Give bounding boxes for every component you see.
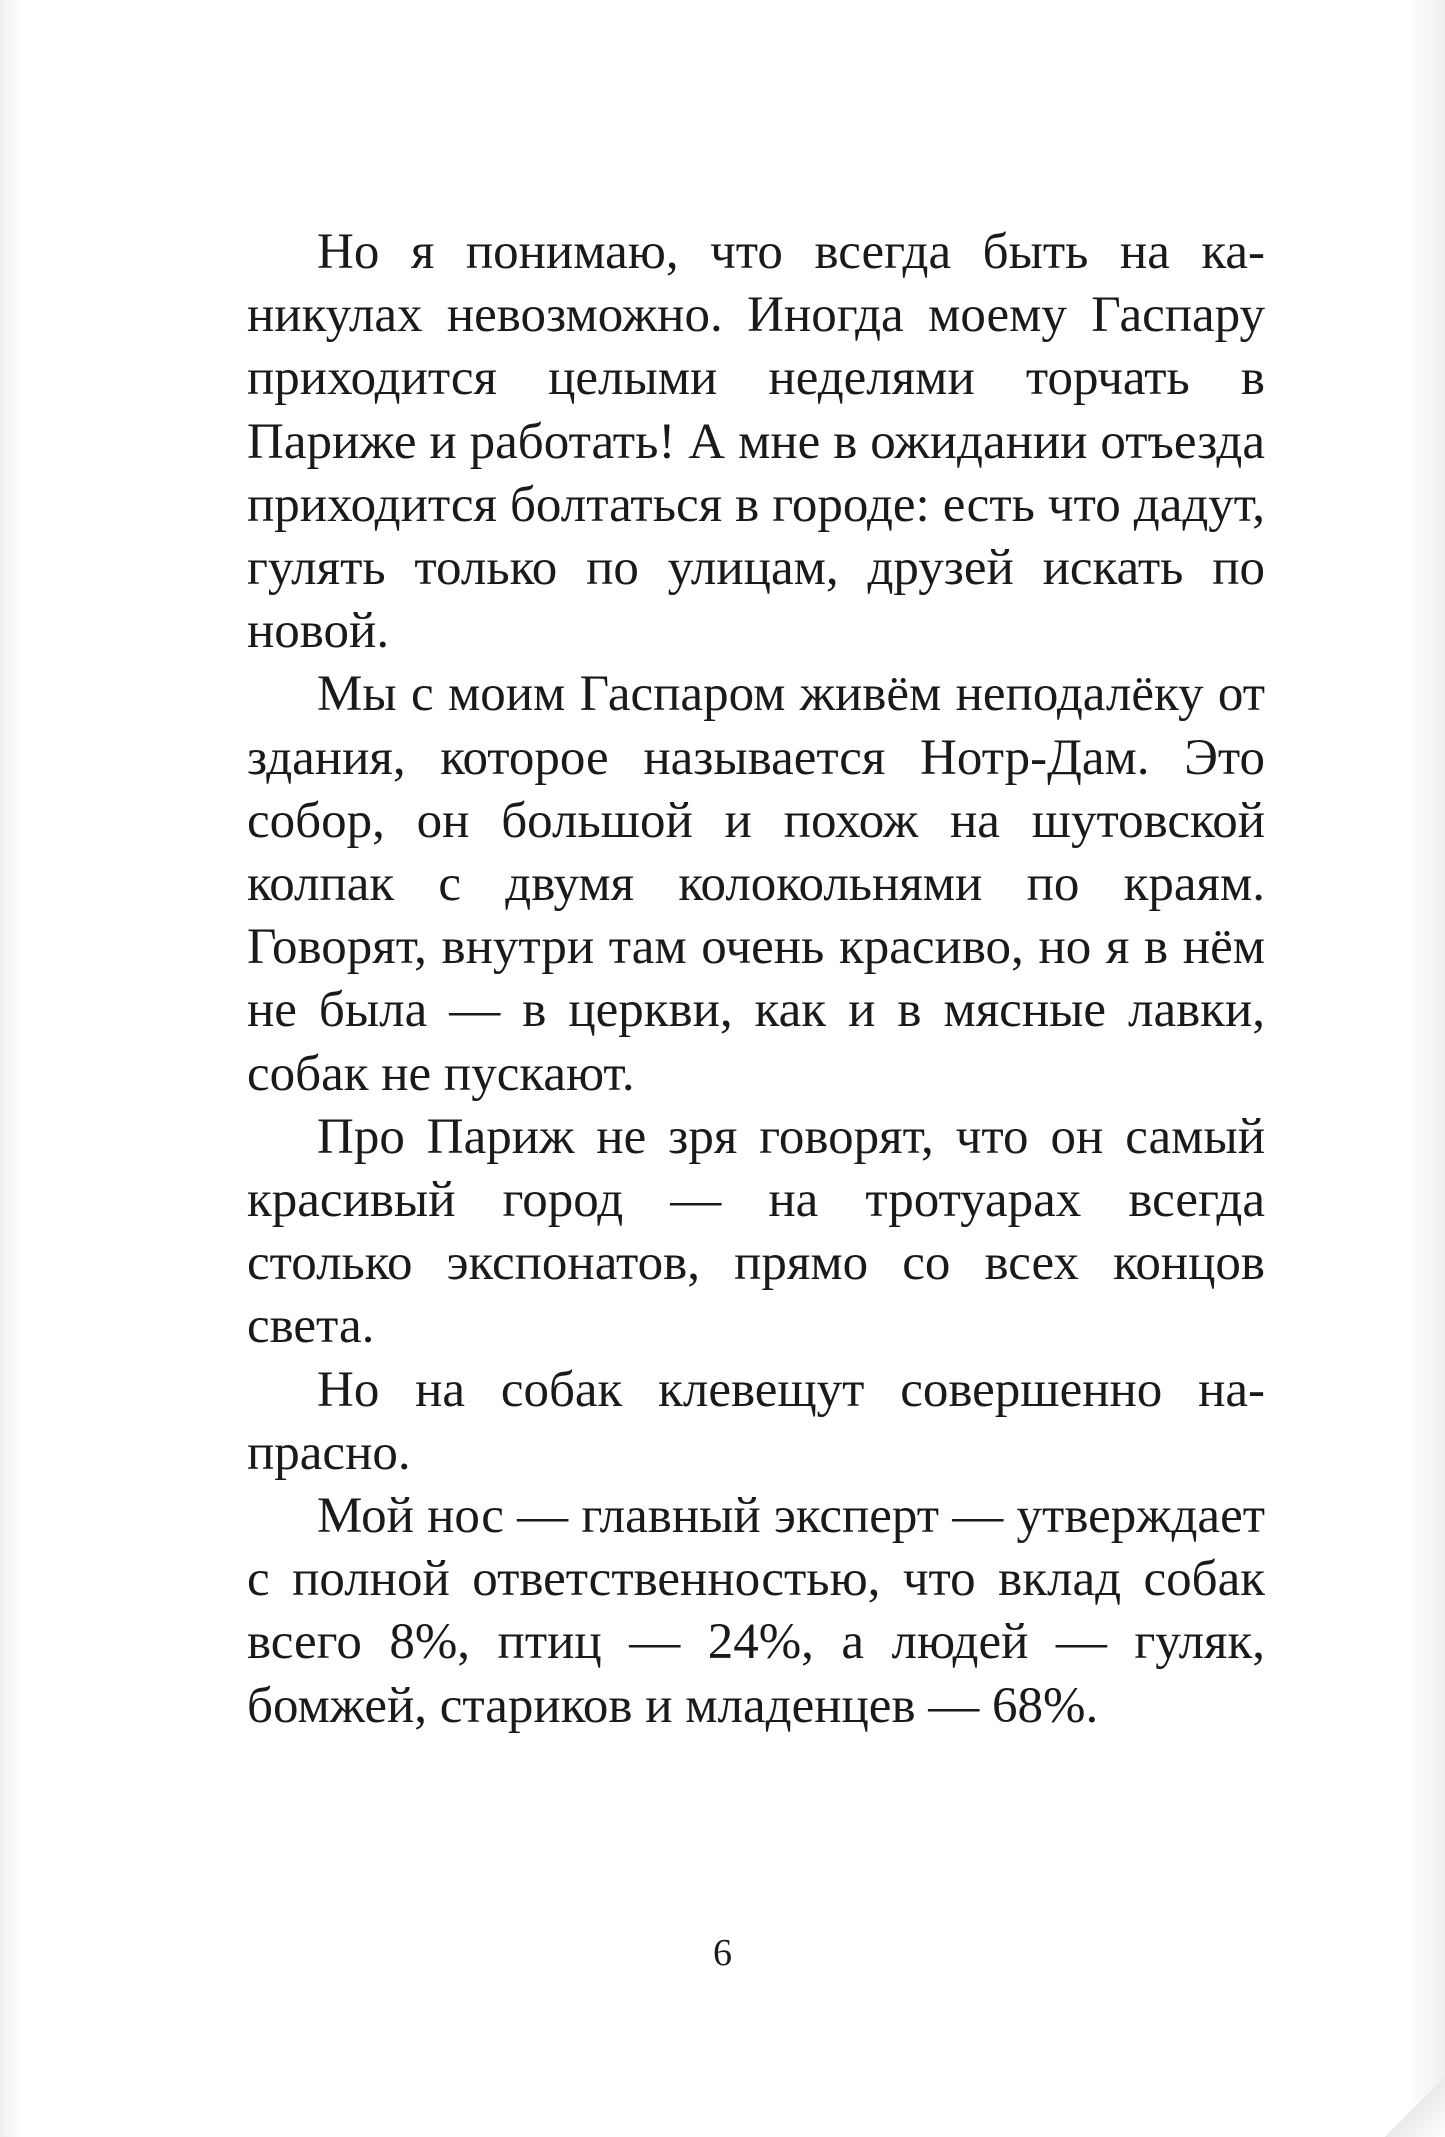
page-curl-corner[interactable] [1385,2077,1445,2137]
page-text [247,221,1265,1738]
paragraph-4: Но на собак клевещут совершенно напрасно. [247,1361,1265,1481]
paragraph-1: Но я понимаю, что всегда быть на каникулах невозможно. Иногда моему Гаспару приходится целыми неделями торчать в Париже и работать! А мне в ожидании отъезда приходится болтаться в городе: есть что дадут, гулять только по улицам, друзей искать по новой. [247,224,1265,660]
paragraph-5: Мой нос — главный эксперт — утверждает с полной ответственностью, что вклад собак всего 8%, птиц — 24%, а людей — гуляк, бомжей, стариков и младенцев — 68%. [247,1488,1265,1734]
paragraph-3: Про Париж не зря говорят, что он самый красивый город — на тротуарах всегда столько экспонатов, прямо со всех концов света. [247,1108,1265,1355]
page-number: 6 [713,1932,732,1974]
paragraph-2: Мы с моим Гаспаром живём неподалёку от здания, которое называется Нотр-Дам. Это собор, он большой и похож на шутовской колпак с двумя колокольнями по краям. Говорят, внутри там очень красиво, но я в нём не была — в церкви, как и в мясные лавки, собак не пускают. [247,666,1265,1102]
